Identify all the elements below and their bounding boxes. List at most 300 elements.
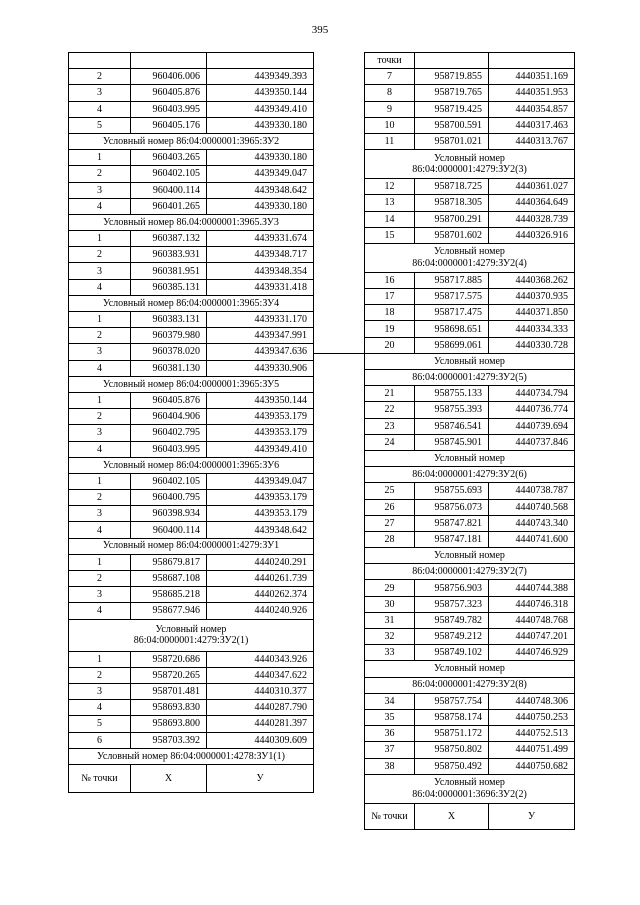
y-coordinate-cell: 4440334.333 xyxy=(489,321,575,337)
table-row xyxy=(365,402,575,418)
x-coordinate-cell: 960403.995 xyxy=(131,101,207,117)
y-coordinate-cell: 4440326.916 xyxy=(489,227,575,243)
section-title-line1: Условный номер xyxy=(434,777,505,789)
y-coordinate-cell: 4440361.027 xyxy=(489,179,575,195)
x-coordinate-cell: 958756.903 xyxy=(415,580,489,596)
table-row xyxy=(69,101,314,117)
table-row xyxy=(69,554,314,570)
point-number-cell: 6 xyxy=(69,732,131,748)
point-number-cell: 25 xyxy=(365,483,415,499)
section-title xyxy=(365,774,575,803)
point-number-cell: 23 xyxy=(365,418,415,434)
point-number-cell: № точки xyxy=(69,764,131,792)
section-title-row xyxy=(69,619,314,651)
table-row xyxy=(365,321,575,337)
section-title: Условный номер xyxy=(365,450,575,466)
y-coordinate-cell: 4440364.649 xyxy=(489,195,575,211)
y-coordinate-cell: 4439350.144 xyxy=(207,85,314,101)
y-coordinate-cell: 4440351.169 xyxy=(489,69,575,85)
point-number-cell: 2 xyxy=(69,247,131,263)
table-row xyxy=(365,337,575,353)
point-number-cell: 4 xyxy=(69,522,131,538)
y-coordinate-cell: 4440317.463 xyxy=(489,117,575,133)
section-title: Условный номер 86:04:0000001:4279:ЗУ1 xyxy=(69,538,314,554)
table-row xyxy=(365,418,575,434)
point-number-cell: 1 xyxy=(69,231,131,247)
x-coordinate-cell: 960406.006 xyxy=(131,69,207,85)
y-coordinate-cell: 4440748.306 xyxy=(489,693,575,709)
x-coordinate-cell: 960405.176 xyxy=(131,117,207,133)
point-number-cell: 16 xyxy=(365,272,415,288)
point-number-cell: 2 xyxy=(69,409,131,425)
x-coordinate-cell: 958718.305 xyxy=(415,195,489,211)
point-number-cell: 13 xyxy=(365,195,415,211)
y-coordinate-cell: 4439331.418 xyxy=(207,279,314,295)
y-coordinate-cell: 4439349.047 xyxy=(207,166,314,182)
section-title-line2: 86:04:0000001:4279:ЗУ2(4) xyxy=(412,257,527,269)
section-title-row xyxy=(69,457,314,473)
y-coordinate-cell: 4439348.354 xyxy=(207,263,314,279)
point-number-cell: точки xyxy=(365,53,415,69)
point-number-cell: 18 xyxy=(365,305,415,321)
left-coordinates-table xyxy=(68,52,314,793)
table-row xyxy=(365,117,575,133)
point-number-cell: 10 xyxy=(365,117,415,133)
table-row xyxy=(365,211,575,227)
table-row xyxy=(69,69,314,85)
y-coordinate-cell: 4440261.739 xyxy=(207,571,314,587)
section-title-row xyxy=(365,243,575,272)
point-number-cell: № точки xyxy=(365,803,415,829)
y-coordinate-cell: 4439348.717 xyxy=(207,247,314,263)
y-coordinate-cell: 4439347.636 xyxy=(207,344,314,360)
x-coordinate-cell: 958700.291 xyxy=(415,211,489,227)
section-title xyxy=(365,150,575,179)
table-row xyxy=(365,629,575,645)
x-coordinate-cell: 960400.795 xyxy=(131,490,207,506)
y-coordinate-cell: 4440343.926 xyxy=(207,651,314,667)
point-number-cell: 15 xyxy=(365,227,415,243)
x-coordinate-cell: 958717.475 xyxy=(415,305,489,321)
table-row xyxy=(69,651,314,667)
section-title-row xyxy=(365,467,575,483)
table-row xyxy=(69,441,314,457)
x-coordinate-cell: 958750.802 xyxy=(415,742,489,758)
page-divider-line xyxy=(314,353,364,354)
point-number-cell: 1 xyxy=(69,473,131,489)
section-title: 86:04:0000001:4279:ЗУ2(8) xyxy=(365,677,575,693)
y-coordinate-cell: 4440310.377 xyxy=(207,683,314,699)
x-coordinate-cell: 958719.765 xyxy=(415,85,489,101)
y-coordinate-cell: 4440313.767 xyxy=(489,133,575,149)
point-number-cell: 3 xyxy=(69,344,131,360)
section-title-row xyxy=(365,677,575,693)
point-number-cell: 5 xyxy=(69,117,131,133)
section-title xyxy=(365,243,575,272)
point-number-cell: 34 xyxy=(365,693,415,709)
table-row xyxy=(69,279,314,295)
point-number-cell: 3 xyxy=(69,683,131,699)
x-coordinate-cell: 960379.980 xyxy=(131,328,207,344)
y-coordinate-cell: 4440287.790 xyxy=(207,700,314,716)
y-coordinate-cell: 4440746.929 xyxy=(489,645,575,661)
x-coordinate-cell: 958746.541 xyxy=(415,418,489,434)
table-row xyxy=(69,506,314,522)
table-row xyxy=(69,247,314,263)
table-row xyxy=(69,344,314,360)
x-coordinate-cell: 958747.821 xyxy=(415,515,489,531)
point-number-cell: 3 xyxy=(69,85,131,101)
point-number-cell: 2 xyxy=(69,490,131,506)
page-number: 395 xyxy=(311,24,329,36)
table-row xyxy=(365,580,575,596)
table-row xyxy=(365,85,575,101)
point-number-cell: 3 xyxy=(69,506,131,522)
y-coordinate-cell: 4439330.180 xyxy=(207,150,314,166)
point-number-cell: 1 xyxy=(69,554,131,570)
table-row xyxy=(69,587,314,603)
section-title-row xyxy=(365,661,575,677)
y-coordinate-cell xyxy=(489,53,575,69)
section-title: 86:04:0000001:4279:ЗУ2(6) xyxy=(365,467,575,483)
point-number-cell: 7 xyxy=(365,69,415,85)
y-coordinate-cell: 4440734.794 xyxy=(489,386,575,402)
table-row xyxy=(69,117,314,133)
y-coordinate-cell: 4440351.953 xyxy=(489,85,575,101)
x-coordinate-cell: 958719.425 xyxy=(415,101,489,117)
section-title: 86:04:0000001:4279:ЗУ2(5) xyxy=(365,370,575,386)
x-coordinate-cell: 958758.174 xyxy=(415,709,489,725)
point-number-cell: 31 xyxy=(365,612,415,628)
table-row xyxy=(365,596,575,612)
table-row xyxy=(69,522,314,538)
point-number-cell: 38 xyxy=(365,758,415,774)
section-title-line2: 86:04:0000001:3696:ЗУ2(2) xyxy=(412,788,527,800)
point-number-cell: 2 xyxy=(69,166,131,182)
point-number-cell: 3 xyxy=(69,425,131,441)
table-row xyxy=(365,693,575,709)
y-coordinate-cell: 4439330.906 xyxy=(207,360,314,376)
section-title-row xyxy=(69,133,314,149)
y-coordinate-cell: 4439349.410 xyxy=(207,101,314,117)
x-coordinate-cell: 960378.020 xyxy=(131,344,207,360)
section-title-row xyxy=(69,748,314,764)
x-coordinate-cell: 958701.602 xyxy=(415,227,489,243)
table-row xyxy=(69,571,314,587)
x-coordinate-cell: 958679.817 xyxy=(131,554,207,570)
x-coordinate-cell: 958718.725 xyxy=(415,179,489,195)
point-number-cell: 4 xyxy=(69,198,131,214)
y-coordinate-cell: У xyxy=(207,764,314,792)
point-number-cell: 5 xyxy=(69,716,131,732)
table-row xyxy=(365,726,575,742)
y-coordinate-cell: 4439353.179 xyxy=(207,409,314,425)
section-title-row xyxy=(365,774,575,803)
table-row xyxy=(365,272,575,288)
x-coordinate-cell: 958700.591 xyxy=(415,117,489,133)
table-row xyxy=(69,312,314,328)
section-title-row xyxy=(69,538,314,554)
table-row xyxy=(69,150,314,166)
table-header-row xyxy=(69,764,314,792)
x-coordinate-cell: 958755.693 xyxy=(415,483,489,499)
right-table-body xyxy=(365,53,575,830)
y-coordinate-cell xyxy=(207,53,314,69)
table-row xyxy=(69,85,314,101)
y-coordinate-cell: 4440347.622 xyxy=(207,667,314,683)
point-number-cell: 26 xyxy=(365,499,415,515)
x-coordinate-cell: 960387.132 xyxy=(131,231,207,247)
section-title-row xyxy=(365,548,575,564)
point-number-cell: 28 xyxy=(365,531,415,547)
y-coordinate-cell: 4440737.846 xyxy=(489,434,575,450)
y-coordinate-cell: 4440752.513 xyxy=(489,726,575,742)
x-coordinate-cell: 958677.946 xyxy=(131,603,207,619)
x-coordinate-cell: 958755.133 xyxy=(415,386,489,402)
section-title: Условный номер 86:04:0000001:3965:ЗУ4 xyxy=(69,295,314,311)
y-coordinate-cell: 4439330.180 xyxy=(207,117,314,133)
table-row xyxy=(365,227,575,243)
section-title: Условный номер 86:04:0000001:3965:ЗУ5 xyxy=(69,376,314,392)
table-row xyxy=(69,425,314,441)
x-coordinate-cell: X xyxy=(131,764,207,792)
y-coordinate-cell: 4440738.787 xyxy=(489,483,575,499)
y-coordinate-cell: 4440740.568 xyxy=(489,499,575,515)
y-coordinate-cell: 4440240.291 xyxy=(207,554,314,570)
point-number-cell: 37 xyxy=(365,742,415,758)
y-coordinate-cell: 4440328.739 xyxy=(489,211,575,227)
x-coordinate-cell: 958745.901 xyxy=(415,434,489,450)
table-row xyxy=(69,231,314,247)
table-row xyxy=(365,289,575,305)
y-coordinate-cell: 4440750.682 xyxy=(489,758,575,774)
x-coordinate-cell: 958693.800 xyxy=(131,716,207,732)
table-row xyxy=(365,612,575,628)
x-coordinate-cell: 958756.073 xyxy=(415,499,489,515)
y-coordinate-cell: 4440744.388 xyxy=(489,580,575,596)
x-coordinate-cell: 960402.105 xyxy=(131,473,207,489)
x-coordinate-cell: 960402.105 xyxy=(131,166,207,182)
table-row xyxy=(365,386,575,402)
table-row xyxy=(69,700,314,716)
section-title-row xyxy=(365,353,575,369)
y-coordinate-cell: 4440750.253 xyxy=(489,709,575,725)
point-number-cell: 11 xyxy=(365,133,415,149)
x-coordinate-cell: 958749.212 xyxy=(415,629,489,645)
point-number-cell: 33 xyxy=(365,645,415,661)
x-coordinate-cell: 958701.481 xyxy=(131,683,207,699)
x-coordinate-cell: 960403.995 xyxy=(131,441,207,457)
table-row xyxy=(365,709,575,725)
table-row xyxy=(365,758,575,774)
point-number-cell: 2 xyxy=(69,667,131,683)
x-coordinate-cell: 958717.885 xyxy=(415,272,489,288)
point-number-cell: 19 xyxy=(365,321,415,337)
section-title-row xyxy=(365,450,575,466)
y-coordinate-cell: 4439350.144 xyxy=(207,392,314,408)
section-title-row xyxy=(69,376,314,392)
y-coordinate-cell: 4440751.499 xyxy=(489,742,575,758)
table-row xyxy=(69,683,314,699)
x-coordinate-cell: 958749.102 xyxy=(415,645,489,661)
point-number-cell: 22 xyxy=(365,402,415,418)
section-title-line1: Условный номер xyxy=(155,623,227,635)
right-coordinates-table xyxy=(364,52,575,830)
point-number-cell: 1 xyxy=(69,651,131,667)
point-number-cell: 1 xyxy=(69,312,131,328)
table-header-row xyxy=(365,803,575,829)
table-row xyxy=(69,360,314,376)
y-coordinate-cell: 4439353.179 xyxy=(207,490,314,506)
table-row xyxy=(69,392,314,408)
y-coordinate-cell: 4440309.609 xyxy=(207,732,314,748)
point-number-cell: 17 xyxy=(365,289,415,305)
table-row xyxy=(365,305,575,321)
y-coordinate-cell: 4440281.397 xyxy=(207,716,314,732)
x-coordinate-cell: 960385.131 xyxy=(131,279,207,295)
x-coordinate-cell xyxy=(415,53,489,69)
x-coordinate-cell: 960405.876 xyxy=(131,392,207,408)
x-coordinate-cell: 958747.181 xyxy=(415,531,489,547)
point-number-cell: 27 xyxy=(365,515,415,531)
point-number-cell: 4 xyxy=(69,101,131,117)
table-row xyxy=(69,490,314,506)
point-number-cell: 36 xyxy=(365,726,415,742)
section-title-row xyxy=(365,150,575,179)
y-coordinate-cell: 4440747.201 xyxy=(489,629,575,645)
x-coordinate-cell: 958750.492 xyxy=(415,758,489,774)
table-row xyxy=(365,515,575,531)
table-row xyxy=(365,69,575,85)
point-number-cell: 35 xyxy=(365,709,415,725)
section-title xyxy=(69,619,314,651)
left-table-body xyxy=(69,53,314,793)
y-coordinate-cell: 4440739.694 xyxy=(489,418,575,434)
section-title-row xyxy=(365,564,575,580)
y-coordinate-cell: У xyxy=(489,803,575,829)
section-title: Условный номер xyxy=(365,353,575,369)
x-coordinate-cell: 960405.876 xyxy=(131,85,207,101)
table-row xyxy=(69,667,314,683)
table-row xyxy=(365,133,575,149)
y-coordinate-cell: 4439353.179 xyxy=(207,425,314,441)
table-row xyxy=(365,742,575,758)
x-coordinate-cell: 960401.265 xyxy=(131,198,207,214)
section-title-row xyxy=(69,295,314,311)
table-row xyxy=(69,53,314,69)
x-coordinate-cell: 958720.265 xyxy=(131,667,207,683)
y-coordinate-cell: 4440240.926 xyxy=(207,603,314,619)
x-coordinate-cell: 958719.855 xyxy=(415,69,489,85)
point-number-cell: 3 xyxy=(69,263,131,279)
y-coordinate-cell: 4439353.179 xyxy=(207,506,314,522)
table-row xyxy=(365,53,575,69)
x-coordinate-cell: 960404.906 xyxy=(131,409,207,425)
x-coordinate-cell: 958717.575 xyxy=(415,289,489,305)
x-coordinate-cell: 960381.130 xyxy=(131,360,207,376)
y-coordinate-cell: 4440371.850 xyxy=(489,305,575,321)
x-coordinate-cell: 960398.934 xyxy=(131,506,207,522)
y-coordinate-cell: 4440354.857 xyxy=(489,101,575,117)
table-row xyxy=(365,645,575,661)
point-number-cell: 4 xyxy=(69,360,131,376)
point-number-cell: 2 xyxy=(69,571,131,587)
point-number-cell: 4 xyxy=(69,279,131,295)
y-coordinate-cell: 4439331.170 xyxy=(207,312,314,328)
x-coordinate-cell: 960403.265 xyxy=(131,150,207,166)
y-coordinate-cell: 4439347.991 xyxy=(207,328,314,344)
y-coordinate-cell: 4440370.935 xyxy=(489,289,575,305)
y-coordinate-cell: 4439349.410 xyxy=(207,441,314,457)
point-number-cell: 9 xyxy=(365,101,415,117)
x-coordinate-cell: 960400.114 xyxy=(131,522,207,538)
x-coordinate-cell: 958757.323 xyxy=(415,596,489,612)
y-coordinate-cell: 4439331.674 xyxy=(207,231,314,247)
table-row xyxy=(69,732,314,748)
point-number-cell: 8 xyxy=(365,85,415,101)
section-title: Условный номер 86:04:0000001:3965:ЗУ2 xyxy=(69,133,314,149)
section-title: Условный номер 86:04:0000001:3965:ЗУ6 xyxy=(69,457,314,473)
x-coordinate-cell: 958751.172 xyxy=(415,726,489,742)
table-row xyxy=(69,182,314,198)
point-number-cell: 14 xyxy=(365,211,415,227)
x-coordinate-cell: X xyxy=(415,803,489,829)
table-row xyxy=(365,483,575,499)
x-coordinate-cell: 958698.651 xyxy=(415,321,489,337)
y-coordinate-cell: 4440330.728 xyxy=(489,337,575,353)
section-title: Условный номер 86.04:0000001:3965.ЗУ3 xyxy=(69,214,314,230)
point-number-cell: 3 xyxy=(69,182,131,198)
point-number-cell: 32 xyxy=(365,629,415,645)
section-title: Условный номер 86:04:0000001:4278:ЗУ1(1) xyxy=(69,748,314,764)
x-coordinate-cell xyxy=(131,53,207,69)
section-title-row xyxy=(365,370,575,386)
table-row xyxy=(69,473,314,489)
point-number-cell: 21 xyxy=(365,386,415,402)
table-row xyxy=(69,716,314,732)
section-title: 86:04:0000001:4279:ЗУ2(7) xyxy=(365,564,575,580)
table-row xyxy=(69,328,314,344)
y-coordinate-cell: 4440736.774 xyxy=(489,402,575,418)
table-row xyxy=(365,179,575,195)
section-title-line2: 86:04:0000001:4279:ЗУ2(3) xyxy=(412,164,527,176)
y-coordinate-cell: 4440743.340 xyxy=(489,515,575,531)
table-row xyxy=(365,499,575,515)
table-row xyxy=(69,166,314,182)
point-number-cell xyxy=(69,53,131,69)
point-number-cell: 30 xyxy=(365,596,415,612)
x-coordinate-cell: 960383.931 xyxy=(131,247,207,263)
x-coordinate-cell: 958701.021 xyxy=(415,133,489,149)
y-coordinate-cell: 4440368.262 xyxy=(489,272,575,288)
y-coordinate-cell: 4440746.318 xyxy=(489,596,575,612)
x-coordinate-cell: 958693.830 xyxy=(131,700,207,716)
y-coordinate-cell: 4440748.768 xyxy=(489,612,575,628)
y-coordinate-cell: 4439349.393 xyxy=(207,69,314,85)
x-coordinate-cell: 958755.393 xyxy=(415,402,489,418)
table-row xyxy=(69,603,314,619)
point-number-cell: 1 xyxy=(69,392,131,408)
point-number-cell: 12 xyxy=(365,179,415,195)
section-title-line2: 86:04:0000001:4279:ЗУ2(1) xyxy=(133,635,249,647)
section-title-line1: Условный номер xyxy=(434,152,505,164)
y-coordinate-cell: 4440741.600 xyxy=(489,531,575,547)
point-number-cell: 4 xyxy=(69,700,131,716)
y-coordinate-cell: 4439348.642 xyxy=(207,182,314,198)
point-number-cell: 4 xyxy=(69,441,131,457)
table-row xyxy=(365,434,575,450)
table-row xyxy=(69,198,314,214)
